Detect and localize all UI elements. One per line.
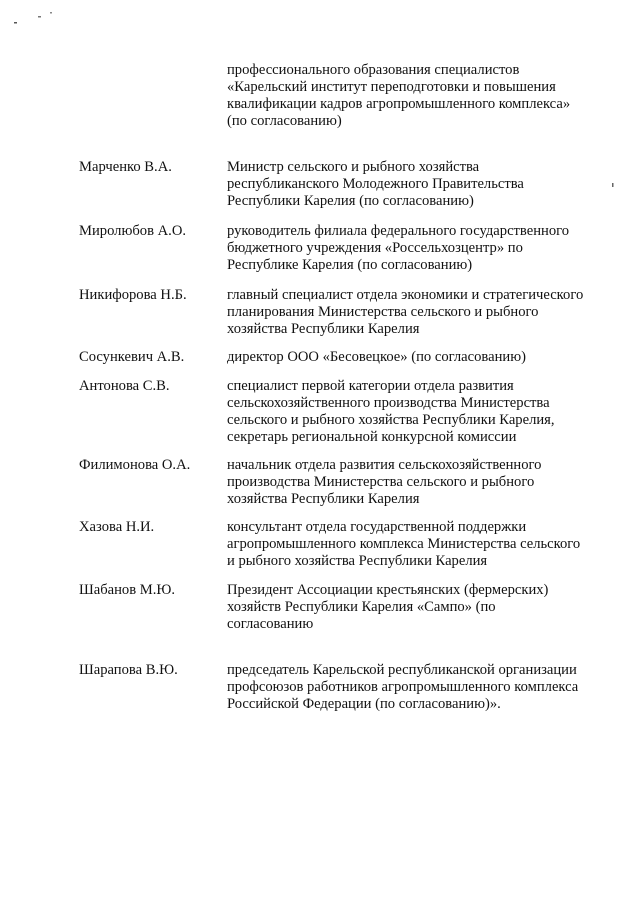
member-name: Миролюбов А.О. (79, 223, 187, 239)
position-line: хозяйств Республики Карелия «Сампо» (по (227, 599, 496, 615)
previous-member-description-continuation (227, 62, 607, 130)
member-position (227, 457, 607, 508)
position-line: директор ООО «Бесовецкое» (по согласованию) (227, 349, 526, 365)
member-name: Шабанов М.Ю. (79, 582, 176, 598)
position-line: и рыбного хозяйства Республики Карелия (227, 553, 488, 569)
position-line: производства Министерства сельского и рыбного (227, 474, 535, 490)
member-name: Филимонова О.А. (79, 457, 191, 473)
position-line: консультант отдела государственной поддержки (227, 519, 527, 535)
position-line: республиканского Молодежного Правительства (227, 176, 524, 192)
member-position (227, 159, 607, 210)
description-line: профессионального образования специалистов (227, 62, 520, 78)
position-line: председатель Карельской республиканской организации (227, 662, 577, 678)
position-line: хозяйства Республики Карелия (227, 321, 420, 337)
member-name: Сосункевич А.В. (79, 349, 185, 365)
position-line: руководитель филиала федерального государственного (227, 223, 570, 239)
position-line: профсоюзов работников агропромышленного комплекса (227, 679, 579, 695)
position-line: хозяйства Республики Карелия (227, 491, 420, 507)
position-line: главный специалист отдела экономики и стратегического (227, 287, 584, 303)
member-position (227, 582, 607, 633)
position-line: специалист первой категории отдела развития (227, 378, 514, 394)
member-position (227, 223, 607, 274)
position-line: Республике Карелия (по согласованию) (227, 257, 473, 273)
position-line: бюджетного учреждения «Россельхозцентр» по (227, 240, 523, 256)
position-line: Президент Ассоциации крестьянских (фермерских) (227, 582, 549, 598)
position-line: сельского и рыбного хозяйства Республики Карелия, (227, 412, 555, 428)
member-name: Марченко В.А. (79, 159, 172, 175)
position-line: секретарь региональной конкурсной комиссии (227, 429, 517, 445)
position-line: Российской Федерации (по согласованию)». (227, 696, 501, 712)
position-line: начальник отдела развития сельскохозяйственного (227, 457, 542, 473)
description-line: «Карельский институт переподготовки и повышения (227, 79, 556, 95)
position-line: сельскохозяйственного производства Министерства (227, 395, 550, 411)
member-position (227, 519, 607, 570)
position-line: согласованию (227, 616, 314, 632)
member-position (227, 662, 607, 713)
position-line: агропромышленного комплекса Министерства сельского (227, 536, 581, 552)
member-name: Хазова Н.И. (79, 519, 155, 535)
description-line: (по согласованию) (227, 113, 342, 129)
member-name: Никифорова Н.Б. (79, 287, 187, 303)
position-line: Министр сельского и рыбного хозяйства (227, 159, 480, 175)
description-line: квалификации кадров агропромышленного комплекса» (227, 96, 571, 112)
member-position (227, 349, 607, 366)
position-line: Республики Карелия (по согласованию) (227, 193, 474, 209)
member-name: Шарапова В.Ю. (79, 662, 178, 678)
position-line: планирования Министерства сельского и рыбного (227, 304, 539, 320)
member-position (227, 287, 607, 338)
member-name: Антонова С.В. (79, 378, 170, 394)
member-position (227, 378, 607, 446)
